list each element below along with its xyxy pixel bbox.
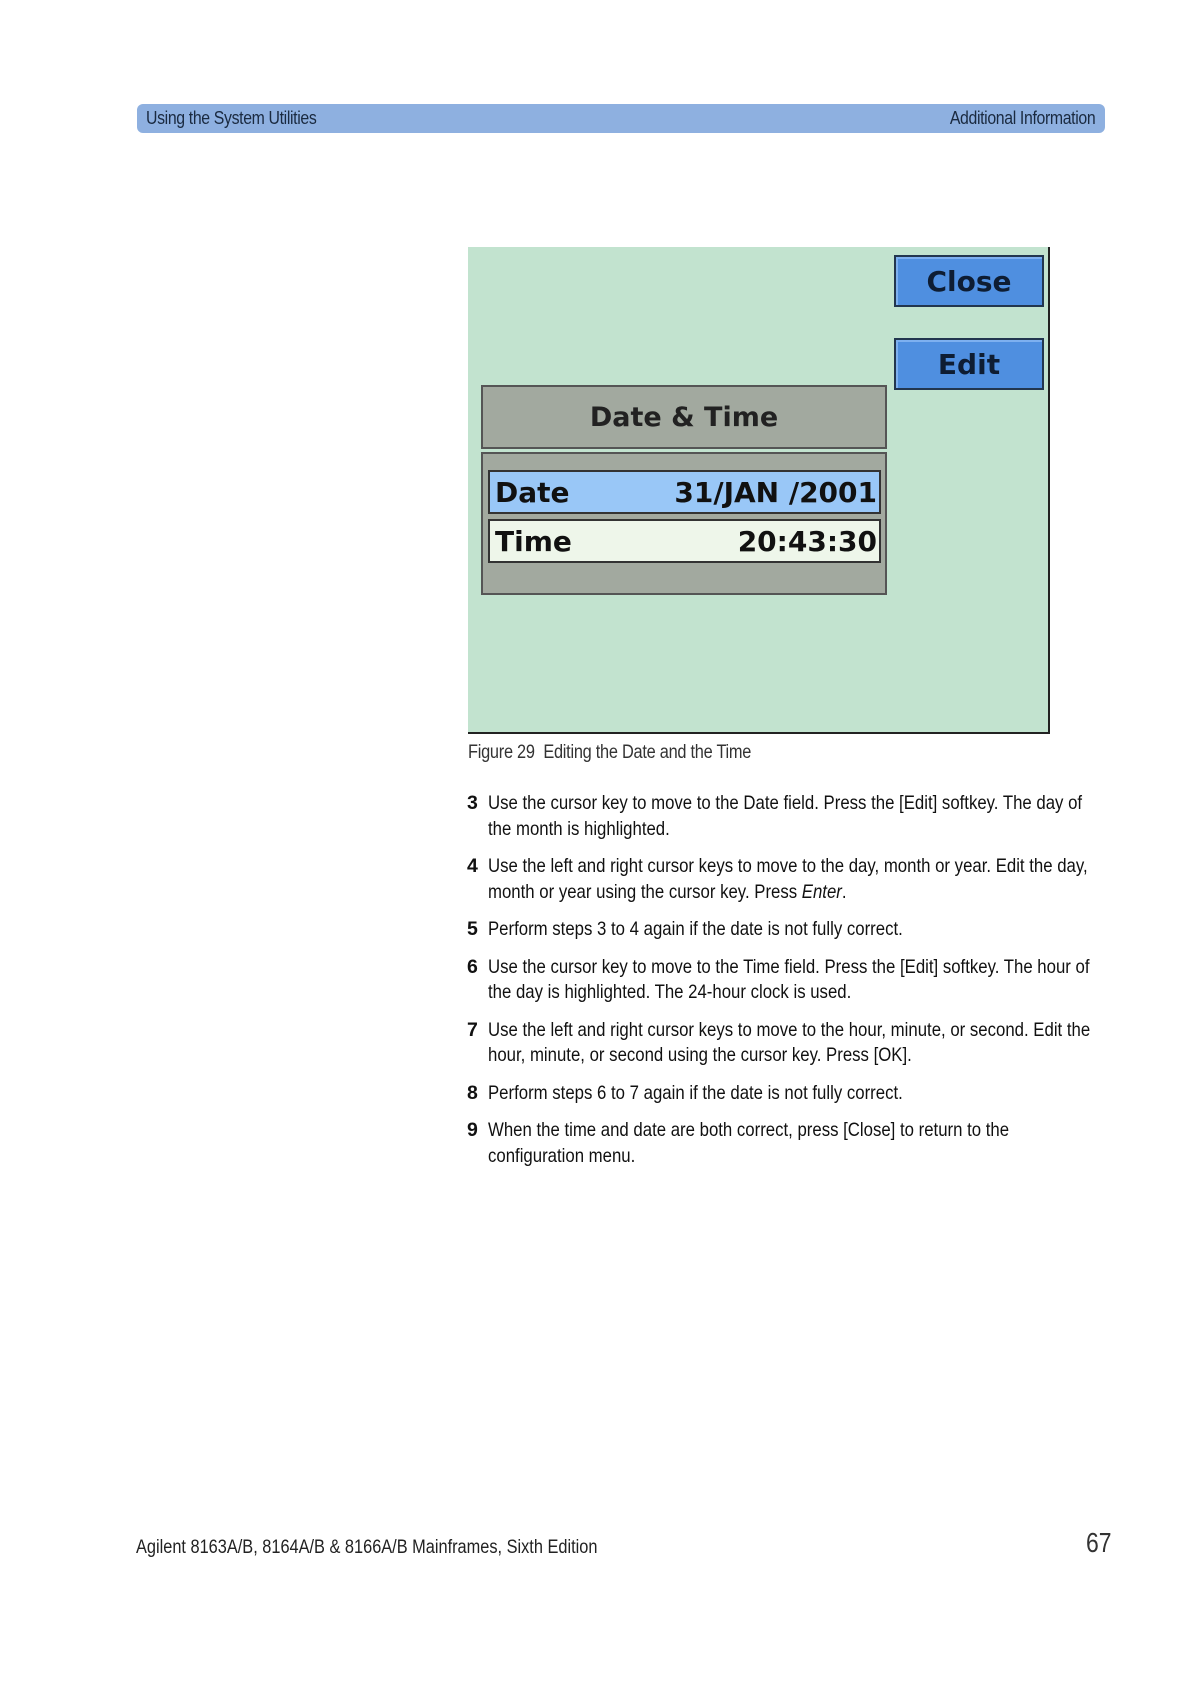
date-label: Date	[495, 475, 570, 509]
step-item	[467, 791, 1107, 842]
instrument-screen-figure	[468, 247, 1050, 734]
step-text: When the time and date are both correct, press [Close] to return to the configuration menu.	[488, 1119, 1010, 1167]
step-text-emphasis: Enter	[801, 880, 842, 903]
step-number: 5	[467, 918, 478, 940]
step-item	[467, 1018, 1107, 1069]
step-number: 7	[467, 1018, 478, 1041]
date-time-panel-title: Date & Time	[481, 385, 887, 449]
procedure-steps	[467, 791, 1107, 1181]
step-number: 3	[467, 792, 478, 814]
step-item	[467, 1118, 1107, 1169]
time-field-row[interactable]	[488, 519, 881, 563]
time-value: 20:43:30	[737, 524, 877, 558]
step-number: 4	[467, 855, 478, 877]
step-item	[467, 955, 1107, 1006]
date-time-panel	[481, 452, 887, 595]
figure-caption	[468, 742, 751, 764]
step-item	[467, 1081, 1107, 1107]
step-text: Use the cursor key to move to the Time field. Press the [Edit] softkey. The hour of the day is highlighted. The 24-hour clock is used.	[488, 955, 1090, 1003]
edit-softkey[interactable]: Edit	[894, 338, 1044, 390]
date-value: 31/JAN /2001	[674, 475, 877, 509]
step-item	[467, 917, 1107, 943]
step-text-part: Use the left and right cursor keys to move to the day, month or year. Edit the day, month or year using the cursor key. Press	[488, 855, 1088, 903]
step-text: Perform steps 3 to 4 again if the date is not fully correct.	[488, 918, 903, 940]
time-label: Time	[495, 524, 572, 558]
header-chapter-title: Additional Information	[949, 108, 1095, 128]
step-text: Use the cursor key to move to the Date field. Press the [Edit] softkey. The day of the month is highlighted.	[488, 792, 1083, 840]
header-section-title: Using the System Utilities	[146, 108, 317, 128]
close-softkey[interactable]: Close	[894, 255, 1044, 307]
step-text-part: .	[841, 880, 847, 903]
figure-number: Figure 29	[468, 742, 535, 763]
figure-caption-text: Editing the Date and the Time	[543, 742, 752, 763]
step-text: Use the left and right cursor keys to move to the hour, minute, or second. Edit the hour, minute, or second using the cursor key. Press [OK].	[488, 1018, 1091, 1066]
date-field-row[interactable]	[488, 470, 881, 514]
step-number: 9	[467, 1119, 478, 1141]
step-text: Perform steps 6 to 7 again if the date is not fully correct.	[488, 1081, 903, 1104]
step-number: 6	[467, 955, 478, 978]
page-number: 67	[1086, 1527, 1112, 1558]
footer-edition: Agilent 8163A/B, 8164A/B & 8166A/B Mainframes, Sixth Edition	[136, 1537, 598, 1558]
step-item	[467, 854, 1107, 905]
step-text	[488, 854, 1106, 905]
running-header	[137, 104, 1105, 133]
step-number: 8	[467, 1081, 478, 1104]
